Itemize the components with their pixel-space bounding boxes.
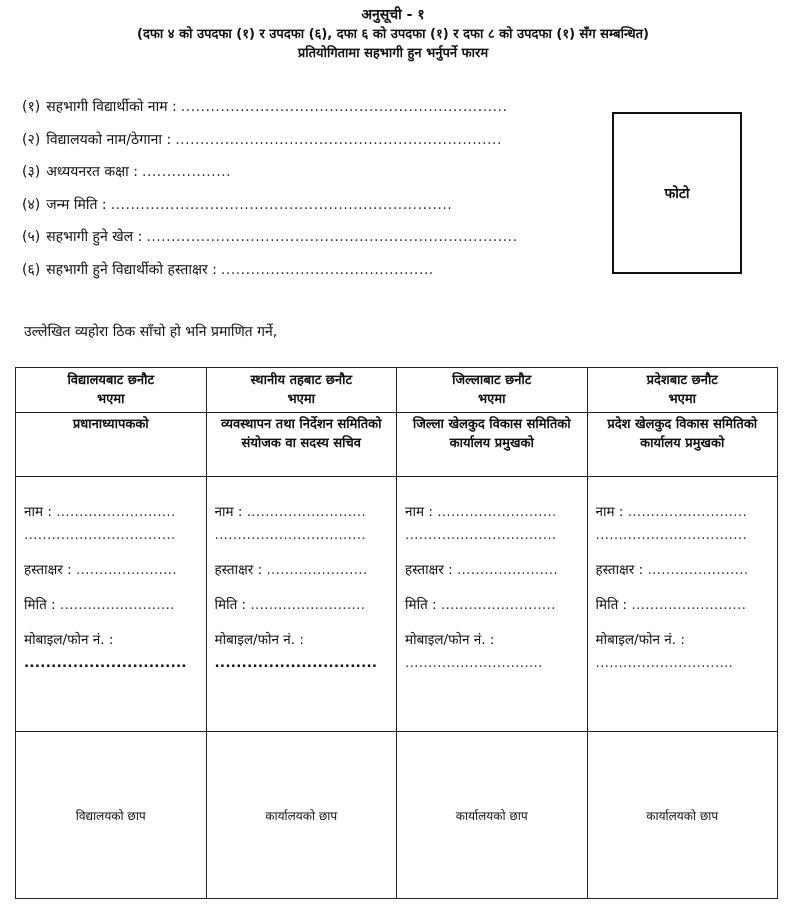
col-title-school: विद्यालयबाट छनौट भएमा xyxy=(16,368,207,413)
form-title: प्रतियोगितामा सहभागी हुन भर्नुपर्ने फारम xyxy=(297,46,489,61)
field-student-name[interactable] xyxy=(22,96,582,129)
col-title-local: स्थानीय तहबाट छनौट भएमा xyxy=(206,368,397,413)
signatory-block-province xyxy=(587,477,778,732)
seal-local: कार्यालयको छाप xyxy=(206,732,397,899)
field-label: सहभागी विद्यार्थीको नाम : xyxy=(46,99,177,115)
field-blank[interactable]: ........................................................................... xyxy=(146,229,518,245)
authority-local: व्यवस्थापन तथा निर्देशन समितिको संयोजक वा सदस्य सचिव xyxy=(206,413,397,477)
field-label: सहभागी हुने खेल : xyxy=(46,229,143,245)
name-field-continued[interactable]: ................................. xyxy=(405,527,557,543)
field-class[interactable] xyxy=(22,161,582,194)
date-field[interactable]: मिति : ......................... xyxy=(595,597,747,613)
name-field[interactable]: नाम : .......................... xyxy=(405,504,557,520)
name-field[interactable]: नाम : .......................... xyxy=(24,504,176,520)
photo-box[interactable] xyxy=(612,112,742,274)
field-label: जन्म मिति : xyxy=(46,196,107,213)
date-field[interactable]: मिति : ......................... xyxy=(214,597,366,613)
phone-field[interactable]: .............................. xyxy=(595,655,734,671)
phone-label: मोबाइल/फोन नं. : xyxy=(24,632,114,648)
phone-label: मोबाइल/फोन नं. : xyxy=(214,632,304,648)
form-header xyxy=(0,6,786,63)
name-field-continued[interactable]: ................................. xyxy=(595,527,748,543)
name-field[interactable]: नाम : .......................... xyxy=(214,504,367,520)
certification-text: उल्लेखित व्यहोरा ठिक साँचो हो भनि प्रमाणित गर्ने, xyxy=(24,324,278,340)
date-field[interactable]: मिति : ......................... xyxy=(24,597,175,613)
name-field[interactable]: नाम : .......................... xyxy=(595,504,748,520)
signature-field[interactable]: हस्ताक्षर : ...................... xyxy=(405,562,558,578)
table-row-seal xyxy=(16,732,778,899)
date-field[interactable]: मिति : ......................... xyxy=(405,597,556,613)
field-sport[interactable] xyxy=(22,226,582,259)
authority-school: प्रधानाध्यापकको xyxy=(16,413,207,477)
phone-label: मोबाइल/फोन नं. : xyxy=(405,632,495,648)
field-number: (३) xyxy=(22,164,41,180)
authority-province: प्रदेश खेलकुद विकास समितिको कार्यालय प्रमुखको xyxy=(587,413,778,477)
phone-field[interactable]: .............................. xyxy=(214,655,378,671)
col-title-district: जिल्लाबाट छनौट भएमा xyxy=(397,368,588,413)
table-row-signatory-details xyxy=(16,477,778,732)
col-title-province: प्रदेशबाट छनौट भएमा xyxy=(587,368,778,413)
name-field-continued[interactable]: ................................. xyxy=(24,527,176,543)
name-field-continued[interactable]: ................................. xyxy=(214,527,367,543)
reference-line: (दफा ४ को उपदफा (१) र उपदफा (६), दफा ६ को उपदफा (१) र दफा ८ को उपदफा (१) सँग सम्बन्धित) xyxy=(137,27,649,42)
field-blank[interactable]: ..................................................................... xyxy=(110,196,453,213)
field-blank[interactable]: .................................................................. xyxy=(180,99,508,115)
field-number: (६) xyxy=(22,261,41,278)
photo-label: फोटो xyxy=(664,185,690,202)
signature-field[interactable]: हस्ताक्षर : ...................... xyxy=(214,562,368,578)
phone-label: मोबाइल/फोन नं. : xyxy=(595,632,685,648)
signature-table xyxy=(15,367,778,899)
field-number: (१) xyxy=(22,99,41,115)
field-blank[interactable]: ........................................... xyxy=(220,261,434,278)
field-label: अध्ययनरत कक्षा : xyxy=(46,164,138,180)
signatory-block-school xyxy=(16,477,207,732)
seal-district: कार्यालयको छाप xyxy=(397,732,588,899)
signature-field[interactable]: हस्ताक्षर : ...................... xyxy=(24,562,177,578)
field-blank[interactable]: .................................................................. xyxy=(175,131,502,148)
schedule-title: अनुसूची - १ xyxy=(361,7,425,23)
authority-district: जिल्ला खेलकुद विकास समितिको कार्यालय प्रमुखको xyxy=(397,413,588,477)
table-row-selection-level xyxy=(16,368,778,413)
table-row-authority xyxy=(16,413,778,477)
field-label: सहभागी हुने विद्यार्थीको हस्ताक्षर : xyxy=(46,261,217,278)
field-blank[interactable]: .................. xyxy=(141,164,232,180)
field-number: (४) xyxy=(22,196,41,213)
signatory-block-local xyxy=(206,477,397,732)
phone-field[interactable]: .............................. xyxy=(24,655,187,671)
signature-field[interactable]: हस्ताक्षर : ...................... xyxy=(595,562,749,578)
field-number: (५) xyxy=(22,229,41,245)
seal-province: कार्यालयको छाप xyxy=(587,732,778,899)
seal-school: विद्यालयको छाप xyxy=(16,732,207,899)
signatory-block-district xyxy=(397,477,588,732)
field-number: (२) xyxy=(22,131,41,148)
field-school-name-address[interactable] xyxy=(22,129,582,162)
field-label: विद्यालयको नाम/ठेगाना : xyxy=(46,131,172,148)
field-student-signature[interactable] xyxy=(22,259,582,292)
phone-field[interactable]: .............................. xyxy=(405,655,543,671)
student-fields xyxy=(22,96,582,291)
field-date-of-birth[interactable] xyxy=(22,194,582,227)
